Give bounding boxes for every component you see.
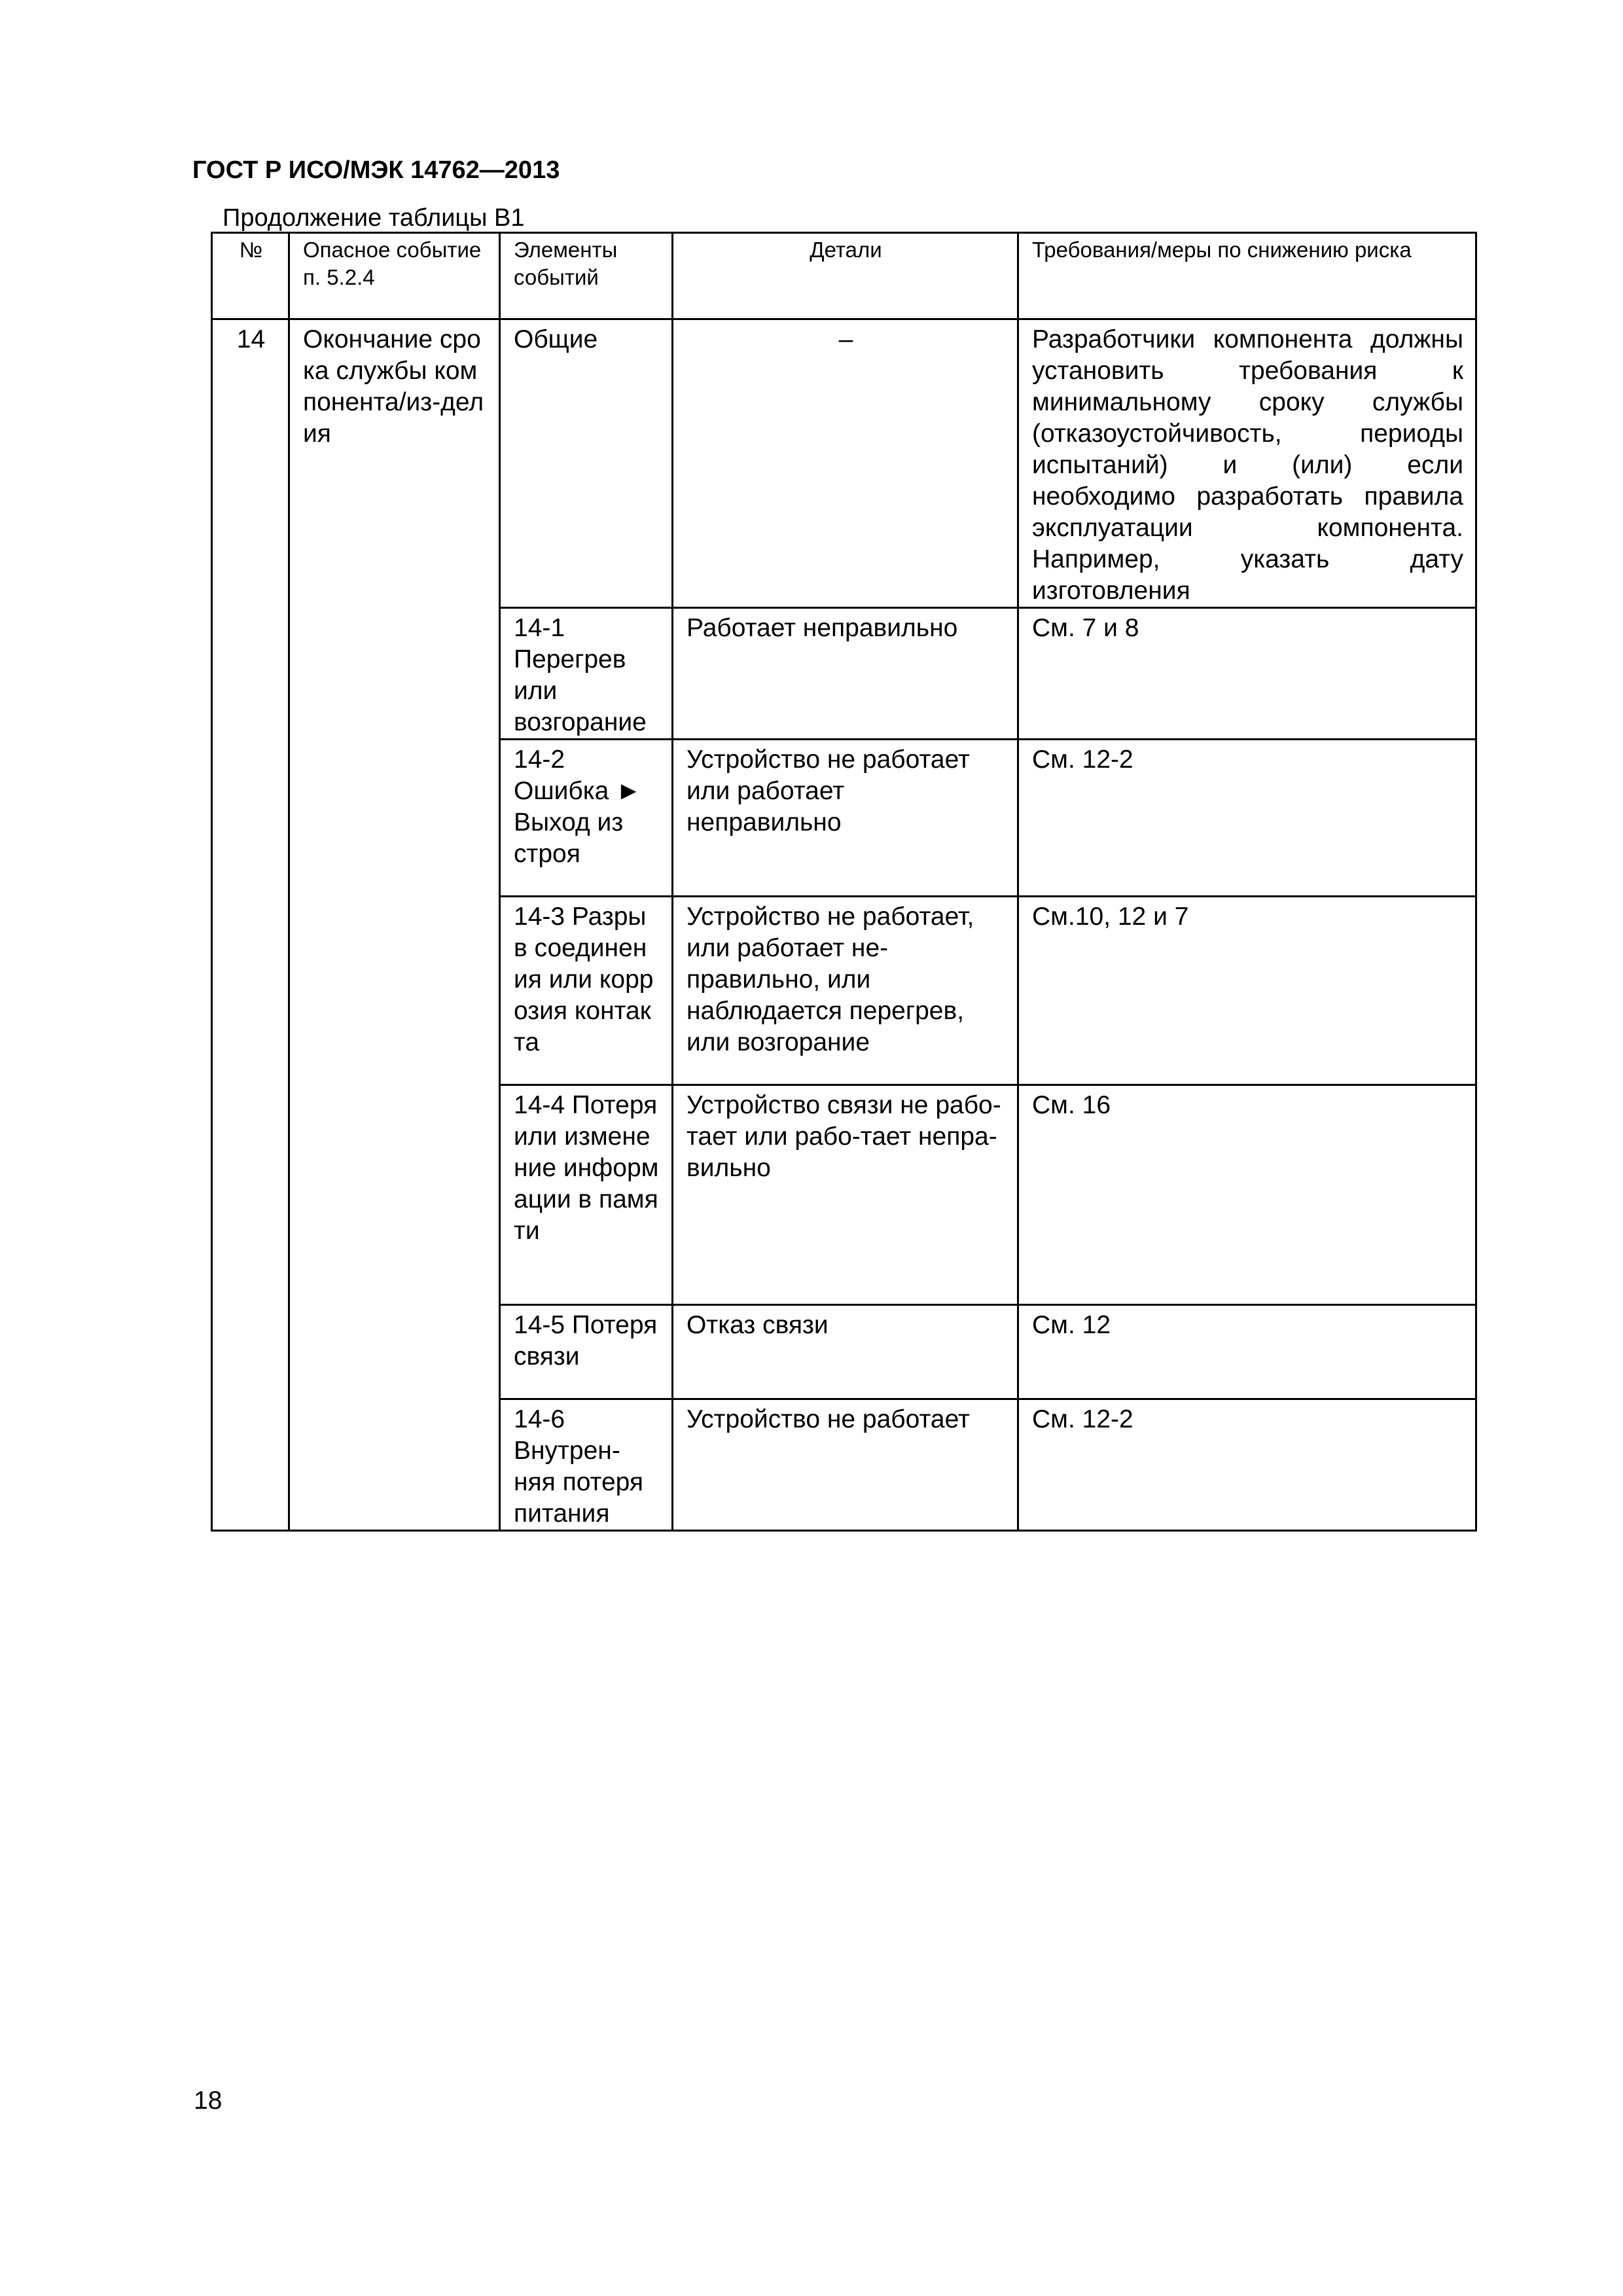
requirement-cell: См. 12-2: [1018, 1399, 1476, 1531]
detail-cell: Устройство связи не рабо-тает или рабо-тает непра-вильно: [673, 1085, 1018, 1305]
table-header-row: [212, 233, 1476, 319]
table-caption: Продолжение таблицы В1: [223, 204, 525, 232]
column-header-event: Опасное событие п. 5.2.4: [289, 233, 500, 319]
page-number: 18: [194, 2087, 223, 2115]
risk-table: [211, 232, 1477, 1532]
detail-cell: Работает неправильно: [673, 608, 1018, 740]
document-code: ГОСТ Р ИСО/МЭК 14762—2013: [192, 156, 560, 184]
detail-cell: Устройство не работает, или работает не-правильно, или наблюдается перегрев, или возгорание: [673, 897, 1018, 1085]
detail-cell: Устройство не работает или работает неправильно: [673, 740, 1018, 897]
element-cell: 14-4 Потеря или изменение информации в памяти: [500, 1085, 673, 1305]
element-cell: 14-6 Внутрен-няя потеря питания: [500, 1399, 673, 1531]
requirement-cell: Разработчики компонента должны установить требования к минимальному сроку службы (отказоустойчивость, периоды испытаний) и (или) если необходимо разработать правила эксплуатации компонента. Например, указать дату изготовления: [1018, 319, 1476, 608]
requirement-cell: См. 16: [1018, 1085, 1476, 1305]
column-header-number: №: [212, 233, 289, 319]
detail-cell: –: [673, 319, 1018, 608]
element-cell: 14-1 Перегрев или возгорание: [500, 608, 673, 740]
column-header-requirements: Требования/меры по снижению риска: [1018, 233, 1476, 319]
group-number-cell: 14: [212, 319, 289, 1531]
column-header-details: Детали: [673, 233, 1018, 319]
element-cell: 14-3 Разрыв соединения или коррозия контакта: [500, 897, 673, 1085]
column-header-elements: Элементы событий: [500, 233, 673, 319]
requirement-cell: См. 12-2: [1018, 740, 1476, 897]
element-cell: 14-2 Ошибка ► Выход из строя: [500, 740, 673, 897]
requirement-cell: См.10, 12 и 7: [1018, 897, 1476, 1085]
requirement-cell: См. 7 и 8: [1018, 608, 1476, 740]
requirement-cell: См. 12: [1018, 1305, 1476, 1399]
group-event-cell: Окончание срока службы компонента/из-делия: [289, 319, 500, 1531]
table-row: [212, 319, 1476, 608]
element-cell: 14-5 Потеря связи: [500, 1305, 673, 1399]
detail-cell: Отказ связи: [673, 1305, 1018, 1399]
detail-cell: Устройство не работает: [673, 1399, 1018, 1531]
element-cell: Общие: [500, 319, 673, 608]
